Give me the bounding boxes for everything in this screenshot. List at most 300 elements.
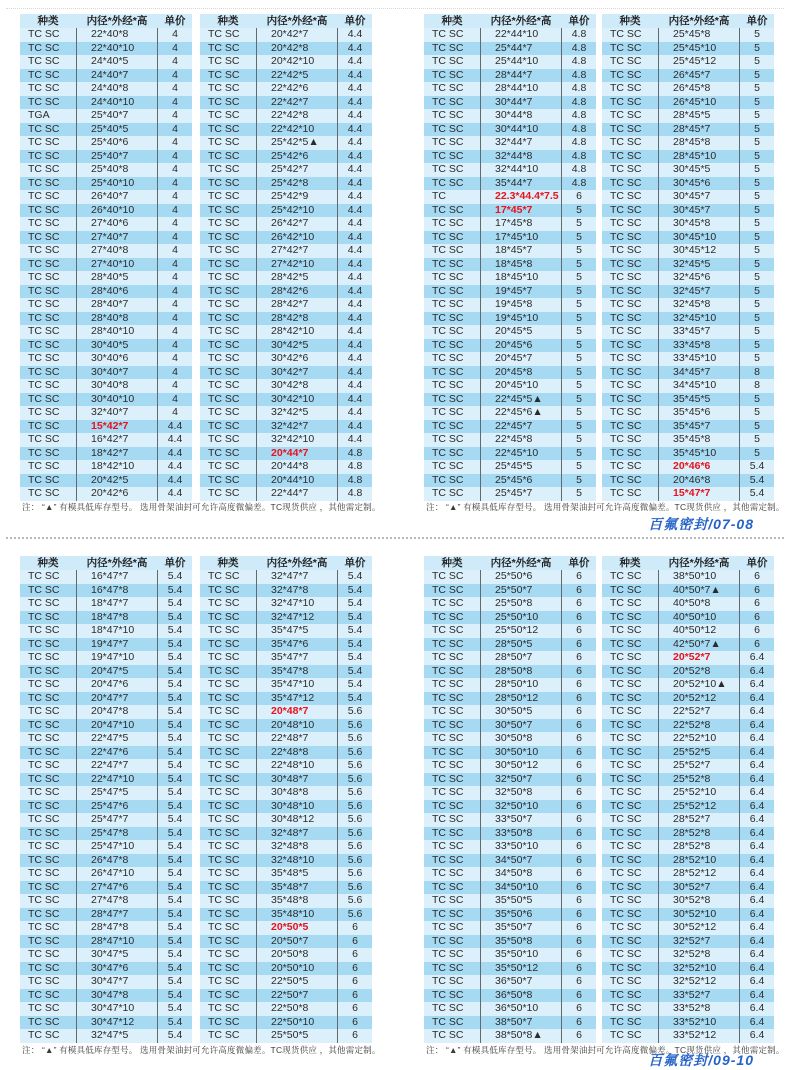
size-cell: 18*42*10 (76, 460, 158, 474)
size-cell: 30*47*10 (76, 1002, 158, 1016)
size-cell: 20*50*7 (256, 935, 338, 949)
table-row (602, 393, 774, 407)
price-cell: 6.4 (749, 867, 765, 879)
price-cell: 4 (172, 257, 178, 270)
type-cell: TC SC (28, 678, 60, 690)
table-row (200, 678, 372, 692)
table-row (20, 597, 192, 611)
size-cell: 20*45*10 (480, 379, 562, 393)
table-row (602, 42, 774, 56)
type-cell: TC SC (432, 473, 464, 486)
type-cell: TC SC (28, 705, 60, 717)
table-row (602, 474, 774, 488)
type-cell: TC SC (28, 392, 60, 405)
type-cell: TC SC (208, 894, 240, 906)
price-cell: 5.4 (167, 732, 183, 744)
type-cell: TC SC (432, 149, 464, 162)
price-cell: 5 (754, 217, 760, 229)
type-cell: TC SC (208, 473, 240, 486)
size-cell: 33*52*8 (658, 1002, 740, 1016)
type-cell: TC SC (432, 880, 464, 893)
table-row (602, 894, 774, 908)
size-cell: 26*47*8 (76, 854, 158, 868)
type-cell: TC SC (610, 487, 642, 499)
price-cell: 6.4 (749, 651, 765, 663)
size-cell: 25*52*5 (658, 746, 740, 760)
price-cell: 4.4 (167, 446, 183, 459)
type-cell: TC SC (208, 41, 240, 54)
type-cell: TC SC (432, 826, 464, 839)
type-cell: TC SC (432, 745, 464, 758)
type-cell: TC SC (610, 1015, 642, 1028)
size-cell: 32*44*8 (480, 150, 562, 164)
type-cell: TC SC (208, 298, 240, 310)
type-cell: TC SC (432, 406, 464, 418)
type-cell: TC SC (610, 379, 642, 391)
price-cell: 5.6 (347, 759, 363, 771)
type-cell: TC SC (28, 975, 60, 987)
size-cell: 25*47*5 (76, 786, 158, 800)
table-row (602, 678, 774, 692)
table-row (602, 584, 774, 598)
size-cell: 25*50*7 (480, 584, 562, 598)
price-cell: 4.4 (347, 338, 363, 351)
price-cell: 4 (172, 190, 178, 202)
size-cell: 30*42*6 (256, 352, 338, 366)
price-table-1 (20, 14, 192, 501)
size-cell: 22*48*8 (256, 746, 338, 760)
price-cell: 5 (576, 284, 582, 297)
type-cell: TC SC (28, 284, 60, 297)
price-cell: 4.4 (347, 244, 363, 256)
price-cell: 4 (172, 244, 178, 256)
col-header-size: 内径*外经*高 (86, 15, 148, 27)
price-table-3 (424, 14, 596, 501)
price-cell: 6.4 (749, 988, 765, 1001)
size-cell: 32*47*8 (256, 584, 338, 598)
price-cell: 4 (172, 163, 178, 175)
size-cell: 24*40*10 (76, 96, 158, 110)
size-cell: 42*50*7▲ (658, 638, 740, 652)
size-cell: 25*47*7 (76, 813, 158, 827)
table-row (20, 204, 192, 218)
type-cell: TC SC (208, 732, 240, 744)
size-cell: 25*44*10 (480, 55, 562, 69)
price-cell: 6 (576, 597, 582, 609)
table-row (20, 638, 192, 652)
size-cell: 26*40*10 (76, 204, 158, 218)
type-cell: TC SC (432, 786, 464, 798)
table-row (200, 339, 372, 353)
price-cell: 5 (754, 406, 760, 418)
table-row (424, 190, 596, 204)
type-cell: TC SC (208, 446, 240, 459)
col-header-type: 种类 (37, 557, 59, 569)
price-cell: 4 (172, 392, 178, 405)
price-cell: 6 (576, 583, 582, 596)
type-cell: TC SC (432, 570, 464, 582)
size-cell: 30*45*8 (658, 217, 740, 231)
table-row (424, 975, 596, 989)
price-cell: 4.4 (347, 95, 363, 108)
table-row (602, 1029, 774, 1043)
type-cell: TC SC (432, 109, 464, 121)
size-cell: 25*47*8 (76, 827, 158, 841)
price-cell: 6 (576, 799, 582, 812)
price-cell: 5.6 (347, 894, 363, 906)
price-cell: 4.8 (347, 487, 363, 499)
table-row (424, 719, 596, 733)
table-row (602, 55, 774, 69)
price-cell: 6.4 (749, 759, 765, 771)
size-cell: 30*40*5 (76, 339, 158, 353)
price-cell: 5.4 (167, 894, 183, 906)
size-cell: 22*47*7 (76, 759, 158, 773)
price-cell: 5.4 (167, 610, 183, 623)
table-row (424, 150, 596, 164)
type-cell: TC SC (208, 406, 240, 418)
size-cell: 22*50*8 (256, 1002, 338, 1016)
price-cell: 6.4 (749, 894, 765, 906)
table-row (602, 989, 774, 1003)
type-cell: TC SC (610, 894, 642, 906)
type-cell: TC SC (610, 149, 642, 162)
size-cell: 30*52*10 (658, 908, 740, 922)
price-cell: 6 (352, 1015, 358, 1028)
type-cell: TC SC (610, 624, 642, 636)
table-row (20, 678, 192, 692)
table-row (20, 447, 192, 461)
type-cell: TC SC (28, 82, 60, 94)
type-cell: TC SC (432, 433, 464, 445)
price-cell: 5 (754, 446, 760, 459)
size-cell: 30*47*7 (76, 975, 158, 989)
size-cell: 40*50*8 (658, 597, 740, 611)
type-cell: TC SC (28, 732, 60, 744)
price-cell: 4 (172, 109, 178, 121)
price-cell: 5 (576, 433, 582, 445)
table-row (200, 624, 372, 638)
table-row (602, 69, 774, 83)
price-cell: 4.4 (347, 230, 363, 243)
type-cell: TC SC (432, 759, 464, 771)
type-cell: TC SC (432, 624, 464, 636)
size-cell: 22*48*7 (256, 732, 338, 746)
type-cell: TC SC (610, 637, 642, 650)
size-cell: 20*42*6 (76, 487, 158, 501)
price-cell: 6.4 (749, 786, 765, 798)
price-cell: 5.4 (167, 1002, 183, 1014)
table-row (602, 231, 774, 245)
price-cell: 5 (754, 392, 760, 405)
type-cell: TC SC (610, 352, 642, 364)
size-cell: 25*50*8 (480, 597, 562, 611)
table-row (200, 692, 372, 706)
type-cell: TC SC (208, 678, 240, 690)
table-row (424, 584, 596, 598)
size-cell: 30*42*5 (256, 339, 338, 353)
type-cell: TC SC (610, 664, 642, 677)
size-cell: 32*44*10 (480, 163, 562, 177)
size-cell: 28*45*10 (658, 150, 740, 164)
col-header-price: 单价 (746, 15, 768, 27)
table-row (200, 665, 372, 679)
price-cell: 6.4 (749, 975, 765, 987)
size-cell: 38*50*10 (658, 570, 740, 584)
size-cell: 35*48*5 (256, 867, 338, 881)
type-cell: TC SC (610, 786, 642, 798)
type-cell: TC SC (28, 651, 60, 663)
size-cell: 30*47*12 (76, 1016, 158, 1030)
price-cell: 5.6 (347, 786, 363, 798)
table-row (200, 271, 372, 285)
table-row (424, 28, 596, 42)
price-cell: 5.4 (167, 948, 183, 960)
type-cell: TC SC (208, 610, 240, 623)
price-cell: 5.4 (167, 772, 183, 785)
type-cell: TC SC (610, 570, 642, 582)
size-cell: 25*42*5▲ (256, 136, 338, 150)
size-cell: 35*47*8 (256, 665, 338, 679)
type-cell: TC SC (432, 678, 464, 690)
table-row (20, 813, 192, 827)
size-cell: 32*48*10 (256, 854, 338, 868)
type-cell: TC SC (28, 298, 60, 310)
size-cell: 25*52*12 (658, 800, 740, 814)
size-cell: 22*45*6▲ (480, 406, 562, 420)
type-cell: TC SC (28, 988, 60, 1001)
table-row (424, 854, 596, 868)
type-cell: TC SC (432, 934, 464, 947)
table-row (20, 692, 192, 706)
type-cell: TC SC (28, 880, 60, 893)
price-cell: 5 (754, 284, 760, 297)
price-cell: 6 (576, 732, 582, 744)
size-cell: 25*42*8 (256, 177, 338, 191)
type-cell: TC SC (28, 95, 60, 108)
size-cell: 30*52*8 (658, 894, 740, 908)
size-cell: 20*48*7 (256, 705, 338, 719)
price-cell: 5 (754, 311, 760, 324)
price-cell: 5.6 (347, 826, 363, 839)
size-cell: 35*50*6 (480, 908, 562, 922)
size-cell: 32*42*10 (256, 433, 338, 447)
type-cell: TC SC (208, 1015, 240, 1028)
type-cell: TC SC (208, 921, 240, 933)
table-row (20, 474, 192, 488)
size-cell: 20*44*10 (256, 474, 338, 488)
type-cell: TC SC (28, 813, 60, 825)
size-cell: 22*42*10 (256, 123, 338, 137)
type-cell: TC SC (208, 163, 240, 175)
size-cell: 16*47*7 (76, 570, 158, 584)
price-cell: 6.4 (749, 1029, 765, 1041)
size-cell: 34*50*10 (480, 881, 562, 895)
price-cell: 5.6 (347, 813, 363, 825)
type-cell: TC SC (28, 433, 60, 445)
price-cell: 5.4 (167, 1015, 183, 1028)
price-cell: 4.8 (571, 95, 587, 108)
table-row (20, 921, 192, 935)
price-cell: 4.8 (571, 122, 587, 135)
table-body (200, 28, 372, 501)
size-cell: 20*45*8 (480, 366, 562, 380)
table-row (424, 948, 596, 962)
type-cell: TC SC (28, 1015, 60, 1028)
size-cell: 17*45*7 (480, 204, 562, 218)
size-cell: 32*45*6 (658, 271, 740, 285)
table-row (602, 217, 774, 231)
type-cell: TC SC (28, 68, 60, 81)
type-cell: TC SC (432, 732, 464, 744)
size-cell: 30*52*7 (658, 881, 740, 895)
type-cell: TC SC (432, 244, 464, 256)
type-cell: TC SC (208, 637, 240, 650)
page-footer-bottom: 百氟密封/09-10 (648, 1052, 754, 1068)
type-cell: TC SC (208, 419, 240, 432)
price-cell: 6 (754, 624, 760, 636)
table-row (200, 1016, 372, 1030)
table-row (424, 908, 596, 922)
size-cell: 35*47*12 (256, 692, 338, 706)
type-cell: TC SC (208, 853, 240, 866)
col-header-price: 单价 (164, 15, 186, 27)
table-row (602, 1016, 774, 1030)
size-cell: 32*48*8 (256, 840, 338, 854)
table-body (602, 570, 774, 1043)
price-cell: 6 (576, 745, 582, 758)
price-cell: 5 (754, 95, 760, 108)
type-cell: TC SC (432, 379, 464, 391)
size-cell: 32*50*10 (480, 800, 562, 814)
size-cell: 28*50*12 (480, 692, 562, 706)
price-cell: 4 (172, 28, 178, 40)
table-row (20, 624, 192, 638)
table-header (200, 14, 372, 28)
price-cell: 5 (576, 365, 582, 378)
size-cell: 25*45*5 (480, 460, 562, 474)
price-cell: 5 (754, 257, 760, 270)
size-cell: 30*48*8 (256, 786, 338, 800)
size-cell: 25*50*5 (256, 1029, 338, 1043)
type-cell: TC SC (432, 813, 464, 825)
table-row (424, 881, 596, 895)
table-row (424, 962, 596, 976)
type-cell: TC SC (208, 934, 240, 947)
price-cell: 5.4 (749, 460, 765, 472)
table-row (602, 150, 774, 164)
price-cell: 4 (172, 230, 178, 243)
table-row (424, 638, 596, 652)
type-cell: TC SC (610, 799, 642, 812)
price-cell: 6 (576, 624, 582, 636)
price-cell: 5 (576, 298, 582, 310)
type-cell: TC SC (28, 853, 60, 866)
table-row (20, 420, 192, 434)
type-cell: TC SC (208, 28, 240, 40)
type-cell: TC SC (208, 570, 240, 582)
price-cell: 5.4 (167, 853, 183, 866)
price-cell: 6 (576, 705, 582, 717)
price-cell: 6 (576, 1029, 582, 1041)
size-cell: 25*50*10 (480, 611, 562, 625)
size-cell: 25*40*10 (76, 177, 158, 191)
type-cell: TC SC (28, 759, 60, 771)
price-cell: 4.4 (347, 392, 363, 405)
type-cell: TC SC (208, 338, 240, 351)
price-cell: 4.4 (347, 284, 363, 297)
type-cell: TC SC (208, 230, 240, 243)
size-cell: 20*42*5 (76, 474, 158, 488)
price-cell: 4.8 (571, 68, 587, 81)
type-cell: TC SC (28, 745, 60, 758)
size-cell: 25*40*8 (76, 163, 158, 177)
table-row (20, 827, 192, 841)
table-row (602, 190, 774, 204)
size-cell: 30*50*10 (480, 746, 562, 760)
table-row (602, 420, 774, 434)
type-cell: TC SC (610, 840, 642, 852)
size-cell: 28*45*7 (658, 123, 740, 137)
table-row (20, 665, 192, 679)
table-row (602, 624, 774, 638)
price-cell: 5.4 (167, 651, 183, 663)
size-cell: 22.3*44.4*7.5 (480, 190, 562, 204)
price-cell: 6 (576, 934, 582, 947)
table-row (602, 123, 774, 137)
table-body (424, 28, 596, 501)
size-cell: 35*48*10 (256, 908, 338, 922)
type-cell: TC SC (610, 419, 642, 432)
table-row (20, 298, 192, 312)
size-cell: 25*40*5 (76, 123, 158, 137)
size-cell: 32*44*7 (480, 136, 562, 150)
price-cell: 6 (754, 583, 760, 596)
table-row (602, 379, 774, 393)
price-cell: 5 (754, 149, 760, 162)
price-cell: 5 (576, 325, 582, 337)
type-cell: TC SC (432, 419, 464, 432)
price-cell: 6 (576, 988, 582, 1001)
table-row (424, 678, 596, 692)
table-row (20, 840, 192, 854)
table-row (602, 177, 774, 191)
type-cell: TC SC (208, 352, 240, 364)
table-row (200, 420, 372, 434)
size-cell: 33*50*7 (480, 813, 562, 827)
size-cell: 20*44*8 (256, 460, 338, 474)
table-row (424, 705, 596, 719)
size-cell: 27*40*10 (76, 258, 158, 272)
price-cell: 4.4 (347, 433, 363, 445)
type-cell: TC SC (432, 446, 464, 459)
size-cell: 25*52*8 (658, 773, 740, 787)
table-row (424, 136, 596, 150)
size-cell: 27*40*8 (76, 244, 158, 258)
type-cell: TC SC (432, 691, 464, 704)
type-cell: TC SC (432, 988, 464, 1001)
table-row (20, 487, 192, 501)
type-cell: TC SC (610, 203, 642, 216)
size-cell: 20*45*5 (480, 325, 562, 339)
type-cell: TC SC (208, 691, 240, 704)
size-cell: 25*52*7 (658, 759, 740, 773)
type-cell: TC SC (610, 230, 642, 243)
col-header-size: 内径*外经*高 (668, 557, 730, 569)
type-cell: TC SC (28, 1029, 60, 1041)
table-row (20, 136, 192, 150)
table-row (602, 692, 774, 706)
